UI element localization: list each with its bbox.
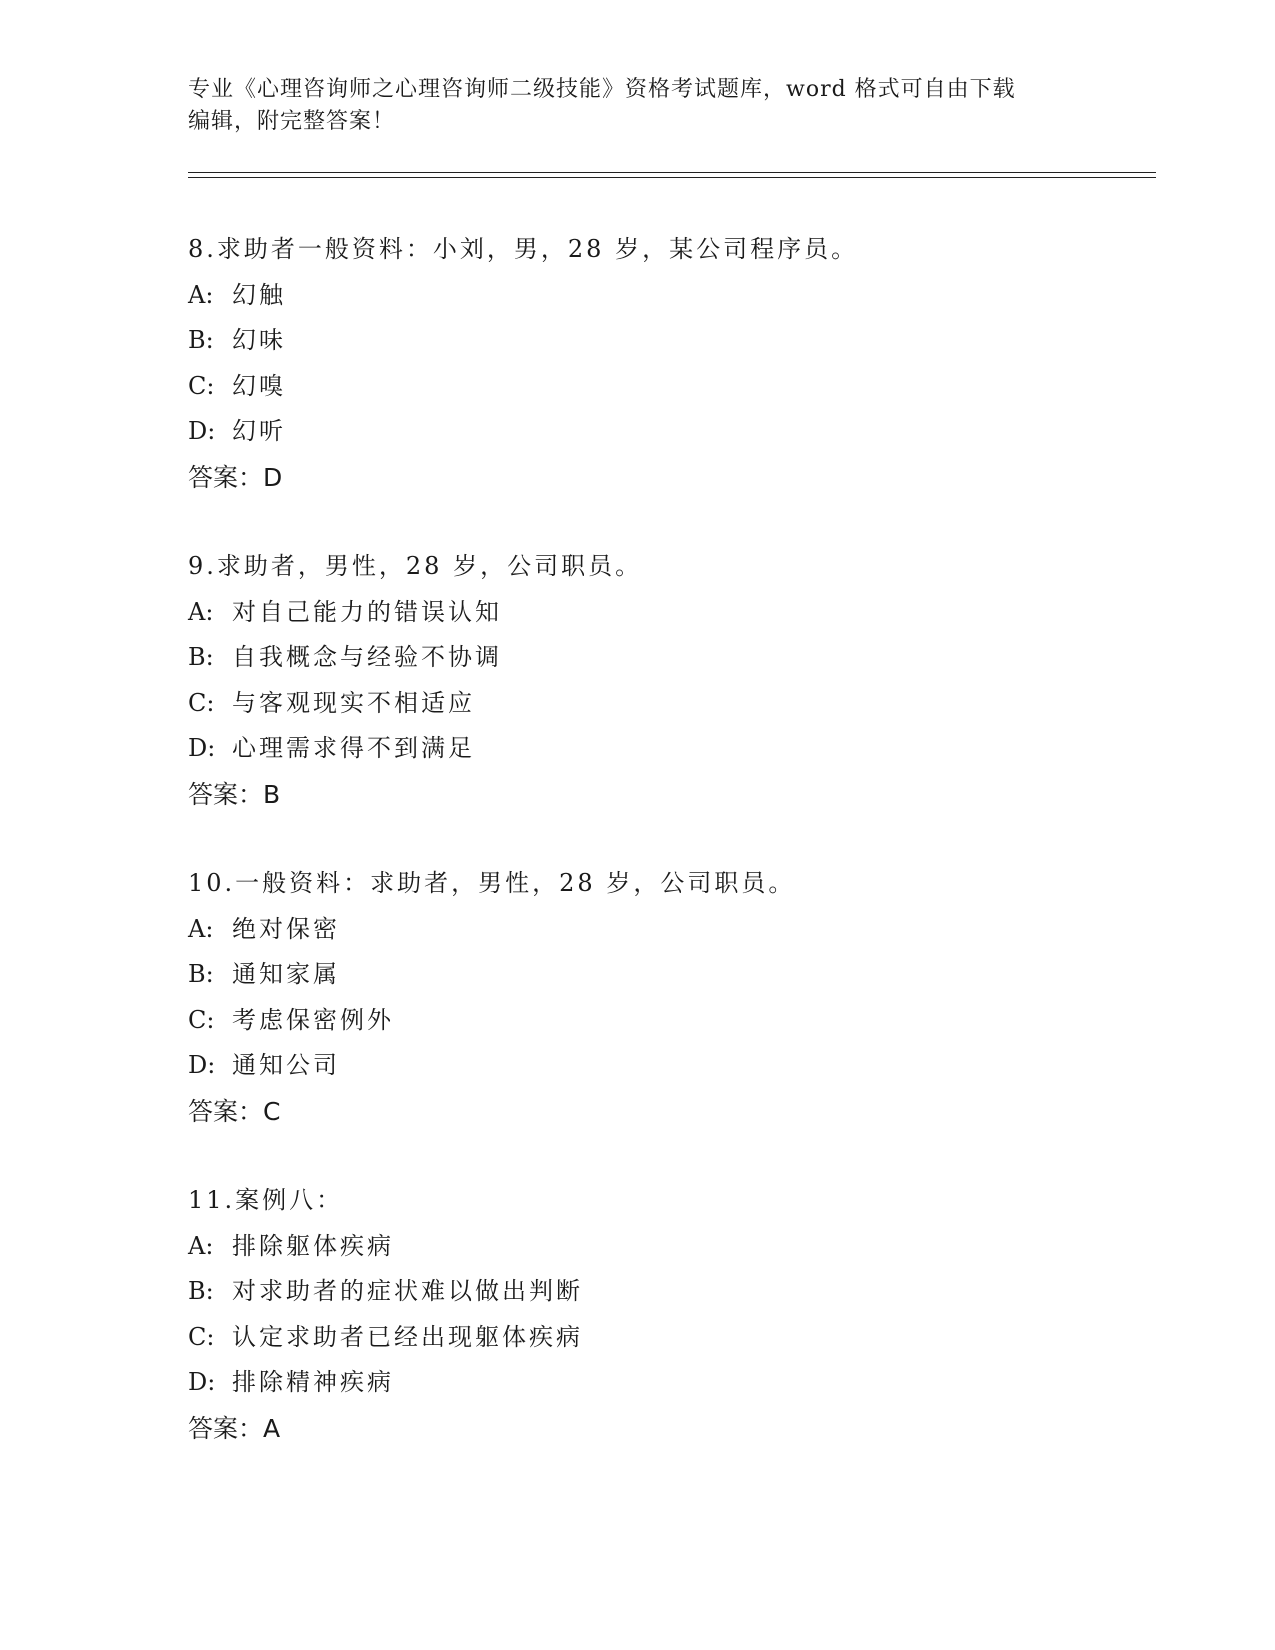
answer-text: 答案：C	[188, 1096, 281, 1126]
option-row	[188, 907, 1138, 953]
option-text: 通知公司	[232, 1051, 340, 1079]
option-row	[188, 364, 1138, 410]
question-block	[188, 544, 1138, 817]
option-text: 自我概念与经验不协调	[232, 643, 502, 671]
option-text: 绝对保密	[232, 914, 340, 943]
option-row	[188, 318, 1138, 364]
option-row	[188, 273, 1138, 319]
option-letter: B:	[188, 960, 214, 988]
answer-text: 答案：D	[188, 462, 283, 492]
question-stem: 9.求助者，男性，28 岁，公司职员。	[188, 552, 643, 580]
option-row	[188, 409, 1138, 455]
question-stem: 10.一般资料：求助者，男性，28 岁，公司职员。	[188, 869, 796, 897]
header-divider-bottom	[188, 177, 1156, 178]
option-letter: C:	[188, 371, 215, 400]
question-stem: 8.求助者一般资料：小刘，男，28 岁，某公司程序员。	[188, 235, 859, 263]
header-divider-top	[188, 172, 1156, 173]
question-block	[188, 861, 1138, 1134]
option-letter: D:	[188, 734, 216, 762]
option-letter: B:	[188, 1277, 214, 1305]
option-row	[188, 952, 1138, 998]
option-row	[188, 1360, 1138, 1406]
option-letter: D:	[188, 1368, 216, 1396]
option-text: 排除精神疾病	[232, 1368, 394, 1396]
option-row	[188, 726, 1138, 772]
option-row	[188, 1043, 1138, 1089]
option-letter: A:	[188, 1231, 214, 1260]
option-letter: C:	[188, 688, 215, 717]
option-text: 幻味	[232, 326, 286, 354]
answer-text: 答案：B	[188, 779, 281, 809]
option-letter: C:	[188, 1005, 215, 1034]
document-header	[188, 74, 1088, 138]
option-text: 对求助者的症状难以做出判断	[232, 1277, 583, 1305]
option-row	[188, 1269, 1138, 1315]
option-letter: B:	[188, 643, 214, 671]
option-text: 通知家属	[232, 960, 340, 988]
option-text: 幻触	[232, 280, 286, 309]
question-block	[188, 227, 1138, 500]
option-text: 对自己能力的错误认知	[232, 597, 502, 626]
option-letter: D:	[188, 1051, 216, 1079]
answer-text: 答案：A	[188, 1413, 281, 1443]
option-row	[188, 681, 1138, 727]
option-row	[188, 635, 1138, 681]
option-row	[188, 1224, 1138, 1270]
question-stem: 11.案例八：	[188, 1186, 344, 1214]
option-row	[188, 1315, 1138, 1361]
option-text: 心理需求得不到满足	[232, 734, 475, 762]
option-letter: B:	[188, 326, 214, 354]
header-line-2: 编辑，附完整答案！	[188, 109, 396, 134]
option-letter: C:	[188, 1322, 215, 1351]
option-text: 幻嗅	[232, 371, 286, 400]
option-text: 考虑保密例外	[232, 1005, 394, 1034]
question-block	[188, 1178, 1138, 1451]
option-letter: D:	[188, 417, 216, 445]
header-line-1: 专业《心理咨询师之心理咨询师二级技能》资格考试题库，word 格式可自由下载	[188, 77, 1016, 102]
option-text: 排除躯体疾病	[232, 1231, 394, 1260]
option-letter: A:	[188, 597, 214, 626]
option-letter: A:	[188, 914, 214, 943]
option-text: 幻听	[232, 417, 286, 445]
option-text: 认定求助者已经出现躯体疾病	[232, 1322, 583, 1351]
option-text: 与客观现实不相适应	[232, 688, 475, 717]
option-letter: A:	[188, 280, 214, 309]
option-row	[188, 998, 1138, 1044]
option-row	[188, 590, 1138, 636]
